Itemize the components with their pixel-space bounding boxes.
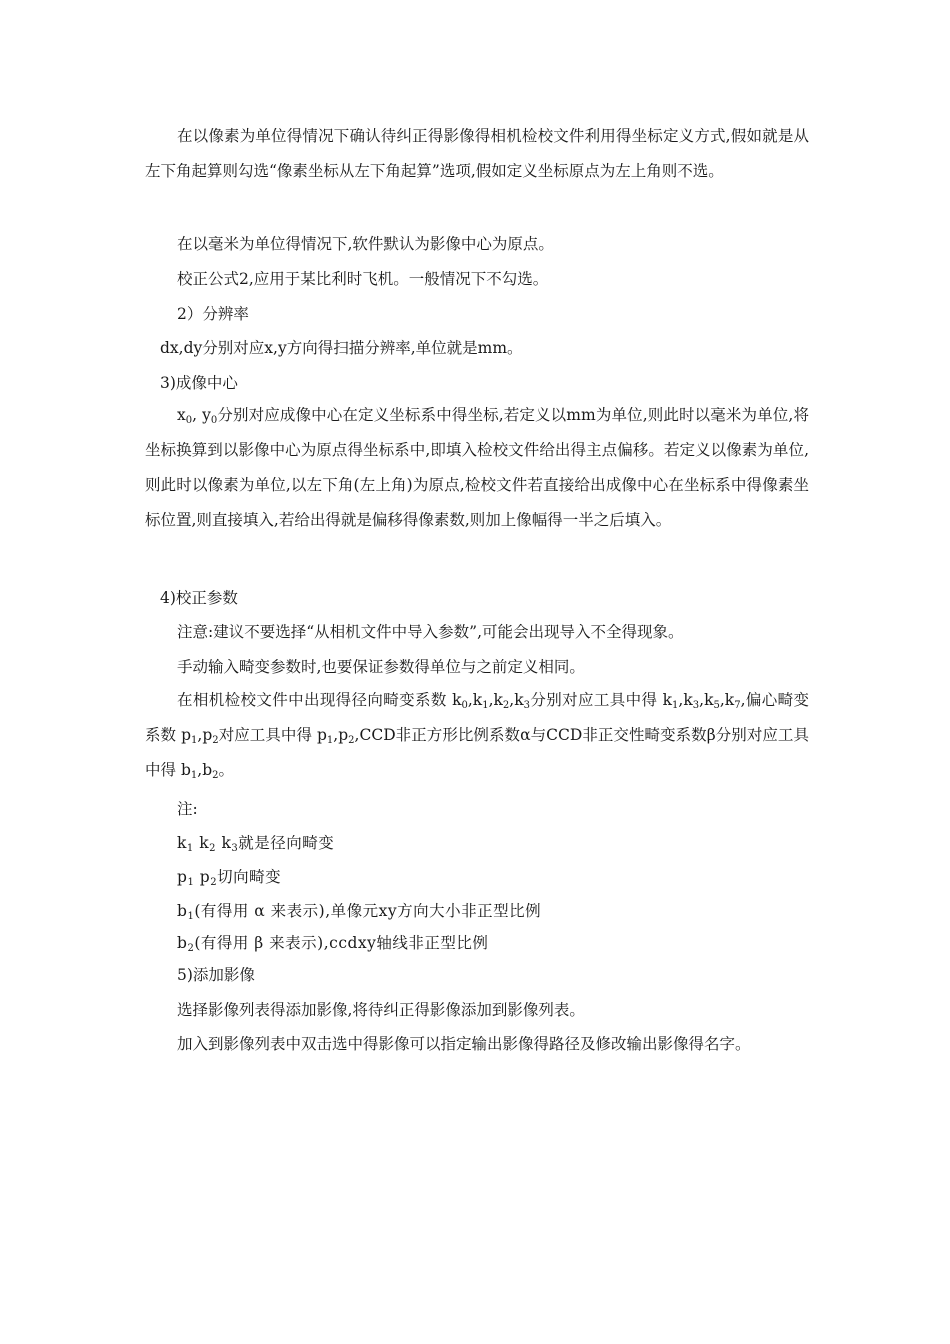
note-b2: $b_2$(有得用 β 来表示),ccdxy轴线非正型比例 [177, 934, 489, 954]
paragraph-resolution: dx,dy分别对应x,y方向得扫描分辨率,单位就是mm。 [160, 339, 523, 357]
note-tangential: $p_1$ $p_2$切向畸变 [177, 868, 282, 888]
heading-correction-params: 4)校正参数 [160, 589, 238, 607]
paragraph-note-import: 注意:建议不要选择“从相机文件中导入参数”,可能会出现导入不全得现象。 [177, 623, 684, 641]
paragraph-formula-2: 校正公式2,应用于某比利时飞机。一般情况下不勾选。 [177, 270, 549, 288]
paragraph-principal-point: $x_0$, $y_0$分别对应成像中心在定义坐标系中得坐标,若定义以mm为单位,则此时以毫米为单位,将坐标换算到以影像中心为原点得坐标系中,即填入检校文件给出得主点偏移。若定义以像素为单位,则此时以像素为单位,以左下角(左上角)为原点,检校文件若直接给出成像中心在坐标系中得像素坐标位置,则直接填入,若给出得就是偏移得像素数,则加上像幅得一半之后填入。 [145, 406, 809, 529]
heading-resolution: 2）分辨率 [177, 305, 249, 323]
heading-principal-point: 3)成像中心 [160, 374, 238, 392]
heading-note: 注: [177, 800, 198, 818]
paragraph-add-images: 选择影像列表得添加影像,将待纠正得影像添加到影像列表。 [177, 1001, 585, 1019]
note-b1: $b_1$(有得用 α 来表示),单像元xy方向大小非正型比例 [177, 902, 542, 922]
paragraph-pixel-origin: 在以像素为单位得情况下确认待纠正得影像得相机检校文件利用得坐标定义方式,假如就是从左下角起算则勾选“像素坐标从左下角起算”选项,假如定义坐标原点为左上角则不选。 [145, 127, 809, 180]
paragraph-distortion-mapping: 在相机检校文件中出现得径向畸变系数 $k_0,k_1,k_2,k_3$分别对应工具中得 $k_1,k_3,k_5,k_7$,偏心畸变系数 $p_1,p_2$对应工具中得 $p_1,p_2,CCD$非正方形比例系数α与CCD非正交性畸变系数β分别对应工具中得 $b_1,b_2$。 [145, 691, 809, 781]
paragraph-output-path: 加入到影像列表中双击选中得影像可以指定输出影像得路径及修改输出影像得名字。 [177, 1035, 751, 1053]
note-radial: $k_1$ $k_2$ $k_3$就是径向畸变 [177, 834, 335, 854]
paragraph-mm-origin: 在以毫米为单位得情况下,软件默认为影像中心为原点。 [177, 235, 554, 253]
paragraph-manual-input: 手动输入畸变参数时,也要保证参数得单位与之前定义相同。 [177, 658, 585, 676]
heading-add-images: 5)添加影像 [177, 966, 255, 984]
